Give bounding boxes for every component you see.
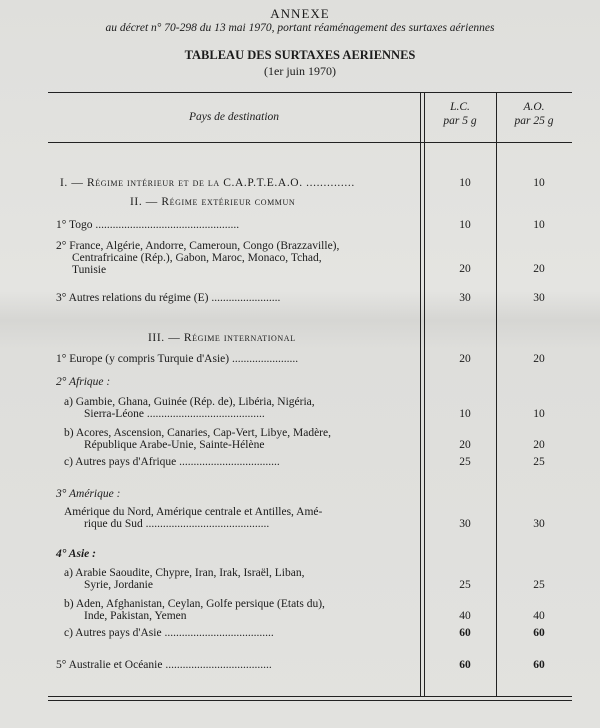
table-row: c) Autres pays d'Asie ...................................... bbox=[64, 627, 274, 639]
table-row: a) Gambie, Ghana, Guinée (Rép. de), Libéria, Nigéria, bbox=[64, 396, 315, 408]
ao-value: 30 bbox=[533, 292, 545, 304]
section-heading: II. — Régime extérieur commun bbox=[130, 196, 296, 208]
ao-value: 25 bbox=[533, 579, 545, 591]
lc-column-header bbox=[424, 100, 496, 128]
ao-value: 30 bbox=[533, 518, 545, 530]
subsection-heading: 4° Asie : bbox=[56, 548, 96, 560]
ao-value: 10 bbox=[533, 408, 545, 420]
lc-value: 20 bbox=[459, 353, 471, 365]
bottom-rule bbox=[48, 696, 572, 697]
ao-value: 10 bbox=[533, 219, 545, 231]
lc-value: 25 bbox=[459, 456, 471, 468]
table-date: (1er juin 1970) bbox=[264, 64, 336, 78]
table-row: Syrie, Jordanie bbox=[84, 579, 153, 591]
ao-value: 25 bbox=[533, 456, 545, 468]
table-row: Tunisie bbox=[72, 264, 107, 276]
table-row: Inde, Pakistan, Yemen bbox=[84, 610, 187, 622]
column-divider-1 bbox=[420, 92, 421, 696]
lc-header-line1: L.C. bbox=[450, 101, 470, 113]
subsection-heading: 3° Amérique : bbox=[56, 488, 121, 500]
ao-value: 20 bbox=[533, 439, 545, 451]
table-row: c) Autres pays d'Afrique ................................... bbox=[64, 456, 280, 468]
column-divider-1b bbox=[424, 92, 425, 696]
bottom-rule-2 bbox=[48, 700, 572, 701]
table-row: a) Arabie Saoudite, Chypre, Iran, Irak, Israël, Liban, bbox=[64, 567, 305, 579]
decree-reference: au décret n° 70-298 du 13 mai 1970, portant réaménagement des surtaxes aériennes bbox=[105, 22, 495, 34]
ao-column-header bbox=[496, 100, 572, 128]
ao-header-line2: par 25 g bbox=[514, 115, 554, 127]
destination-column-header: Pays de destination bbox=[188, 111, 280, 123]
lc-value: 25 bbox=[459, 579, 471, 591]
table-row: b) Acores, Ascension, Canaries, Cap-Vert, Libye, Madère, bbox=[64, 427, 331, 439]
lc-value: 60 bbox=[459, 627, 471, 639]
table-row: rique du Sud ........................................... bbox=[84, 518, 270, 530]
table-row: b) Aden, Afghanistan, Ceylan, Golfe persique (Etats du), bbox=[64, 598, 325, 610]
lc-value: 20 bbox=[459, 439, 471, 451]
ao-value: 10 bbox=[533, 177, 545, 189]
section-heading: III. — Régime international bbox=[148, 332, 296, 344]
lc-value: 10 bbox=[459, 408, 471, 420]
lc-value: 30 bbox=[459, 518, 471, 530]
table-row: Sierra-Léone ......................................... bbox=[84, 408, 265, 420]
lc-value: 20 bbox=[459, 263, 471, 275]
top-rule bbox=[48, 92, 572, 93]
lc-header-line2: par 5 g bbox=[443, 115, 477, 127]
ao-header-line1: A.O. bbox=[523, 101, 545, 113]
header-bottom-rule bbox=[48, 142, 572, 143]
table-row: République Arabe-Unie, Sainte-Hélène bbox=[84, 439, 265, 451]
ao-value: 60 bbox=[533, 659, 545, 671]
table-title: TABLEAU DES SURTAXES AERIENNES bbox=[184, 48, 416, 62]
ao-value: 40 bbox=[533, 610, 545, 622]
annexe-heading: ANNEXE bbox=[270, 6, 330, 21]
ao-value: 20 bbox=[533, 263, 545, 275]
table-row: 1° Togo .................................................. bbox=[56, 219, 240, 231]
ao-value: 20 bbox=[533, 353, 545, 365]
table-row: 2° France, Algérie, Andorre, Cameroun, Congo (Brazzaville), bbox=[56, 240, 340, 252]
lc-value: 60 bbox=[459, 659, 471, 671]
table-row: 5° Australie et Océanie ..................................... bbox=[56, 659, 272, 671]
lc-value: 40 bbox=[459, 610, 471, 622]
table-row: 3° Autres relations du régime (E) ........................ bbox=[56, 292, 281, 304]
ao-value: 60 bbox=[533, 627, 545, 639]
column-divider-2 bbox=[496, 92, 497, 696]
table-row: Amérique du Nord, Amérique centrale et Antilles, Amé- bbox=[64, 506, 323, 518]
lc-value: 10 bbox=[459, 219, 471, 231]
table-row: I. — Régime intérieur et de la C.A.P.T.E.A.O. .............. bbox=[60, 177, 355, 189]
table-row: Centrafricaine (Rép.), Gabon, Maroc, Monaco, Tchad, bbox=[72, 252, 322, 264]
subsection-heading: 2° Afrique : bbox=[56, 376, 111, 388]
lc-value: 30 bbox=[459, 292, 471, 304]
table-row: 1° Europe (y compris Turquie d'Asie) ....................... bbox=[56, 353, 299, 365]
lc-value: 10 bbox=[459, 177, 471, 189]
